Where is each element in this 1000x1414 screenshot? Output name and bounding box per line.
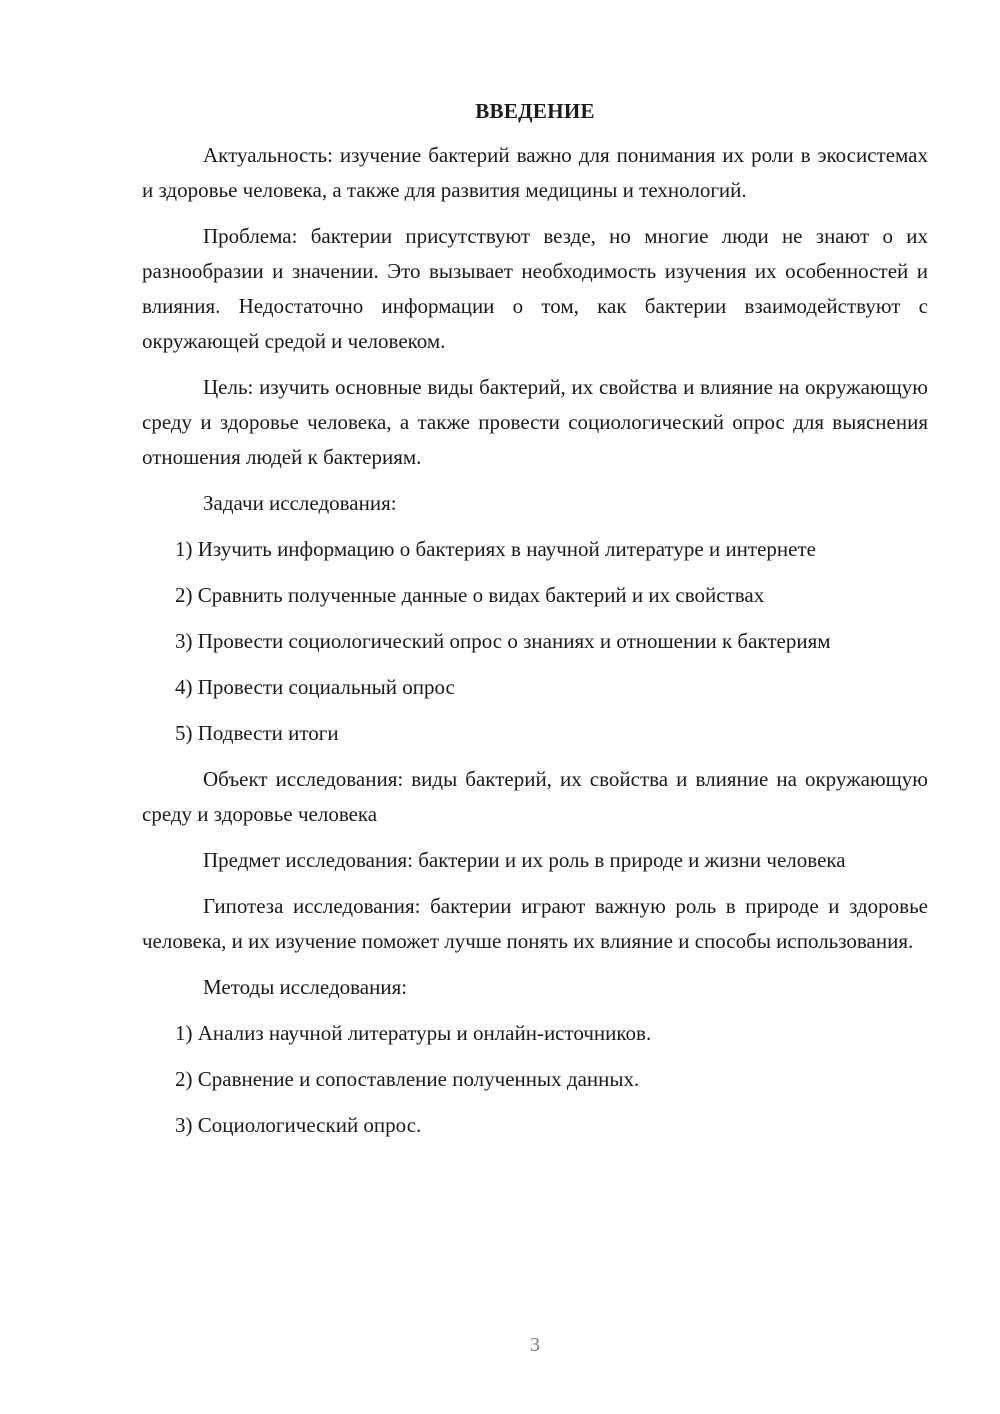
task-item: 4) Провести социальный опрос (175, 675, 455, 699)
problem-paragraph: Проблема: бактерии присутствуют везде, но многие люди не знают о их разнообразии и значении. Это вызывает необходимость изучения их особенностей и влияния. Недостаточно информации о том, как бактерии взаимодействуют с окружающей средой и человеком. (142, 224, 928, 353)
goal-paragraph: Цель: изучить основные виды бактерий, их свойства и влияние на окружающую среду и здоровье человека, а также провести социологический опрос для выяснения отношения людей к бактериям. (142, 375, 928, 469)
document-page (142, 96, 928, 1154)
method-item: 2) Сравнение и сопоставление полученных данных. (175, 1067, 640, 1091)
task-item: 3) Провести социологический опрос о знаниях и отношении к бактериям (175, 629, 831, 653)
task-item: 5) Подвести итоги (175, 721, 339, 745)
page-number: 3 (530, 1334, 540, 1356)
task-item: 2) Сравнить полученные данные о видах бактерий и их свойствах (175, 583, 765, 607)
object-paragraph: Объект исследования: виды бактерий, их свойства и влияние на окружающую среду и здоровье человека (142, 767, 928, 826)
tasks-heading: Задачи исследования: (203, 491, 397, 515)
subject-paragraph: Предмет исследования: бактерии и их роль в природе и жизни человека (203, 848, 846, 872)
method-item: 3) Социологический опрос. (175, 1113, 422, 1137)
hypothesis-paragraph: Гипотеза исследования: бактерии играют важную роль в природе и здоровье человека, и их изучение поможет лучше понять их влияние и способы использования. (142, 894, 928, 953)
page-title: ВВЕДЕНИЕ (475, 99, 595, 123)
task-item: 1) Изучить информацию о бактериях в научной литературе и интернете (175, 537, 816, 561)
methods-heading: Методы исследования: (203, 975, 408, 999)
method-item: 1) Анализ научной литературы и онлайн-источников. (175, 1021, 652, 1045)
relevance-paragraph: Актуальность: изучение бактерий важно для понимания их роли в экосистемах и здоровье человека, а также для развития медицины и технологий. (142, 143, 928, 202)
